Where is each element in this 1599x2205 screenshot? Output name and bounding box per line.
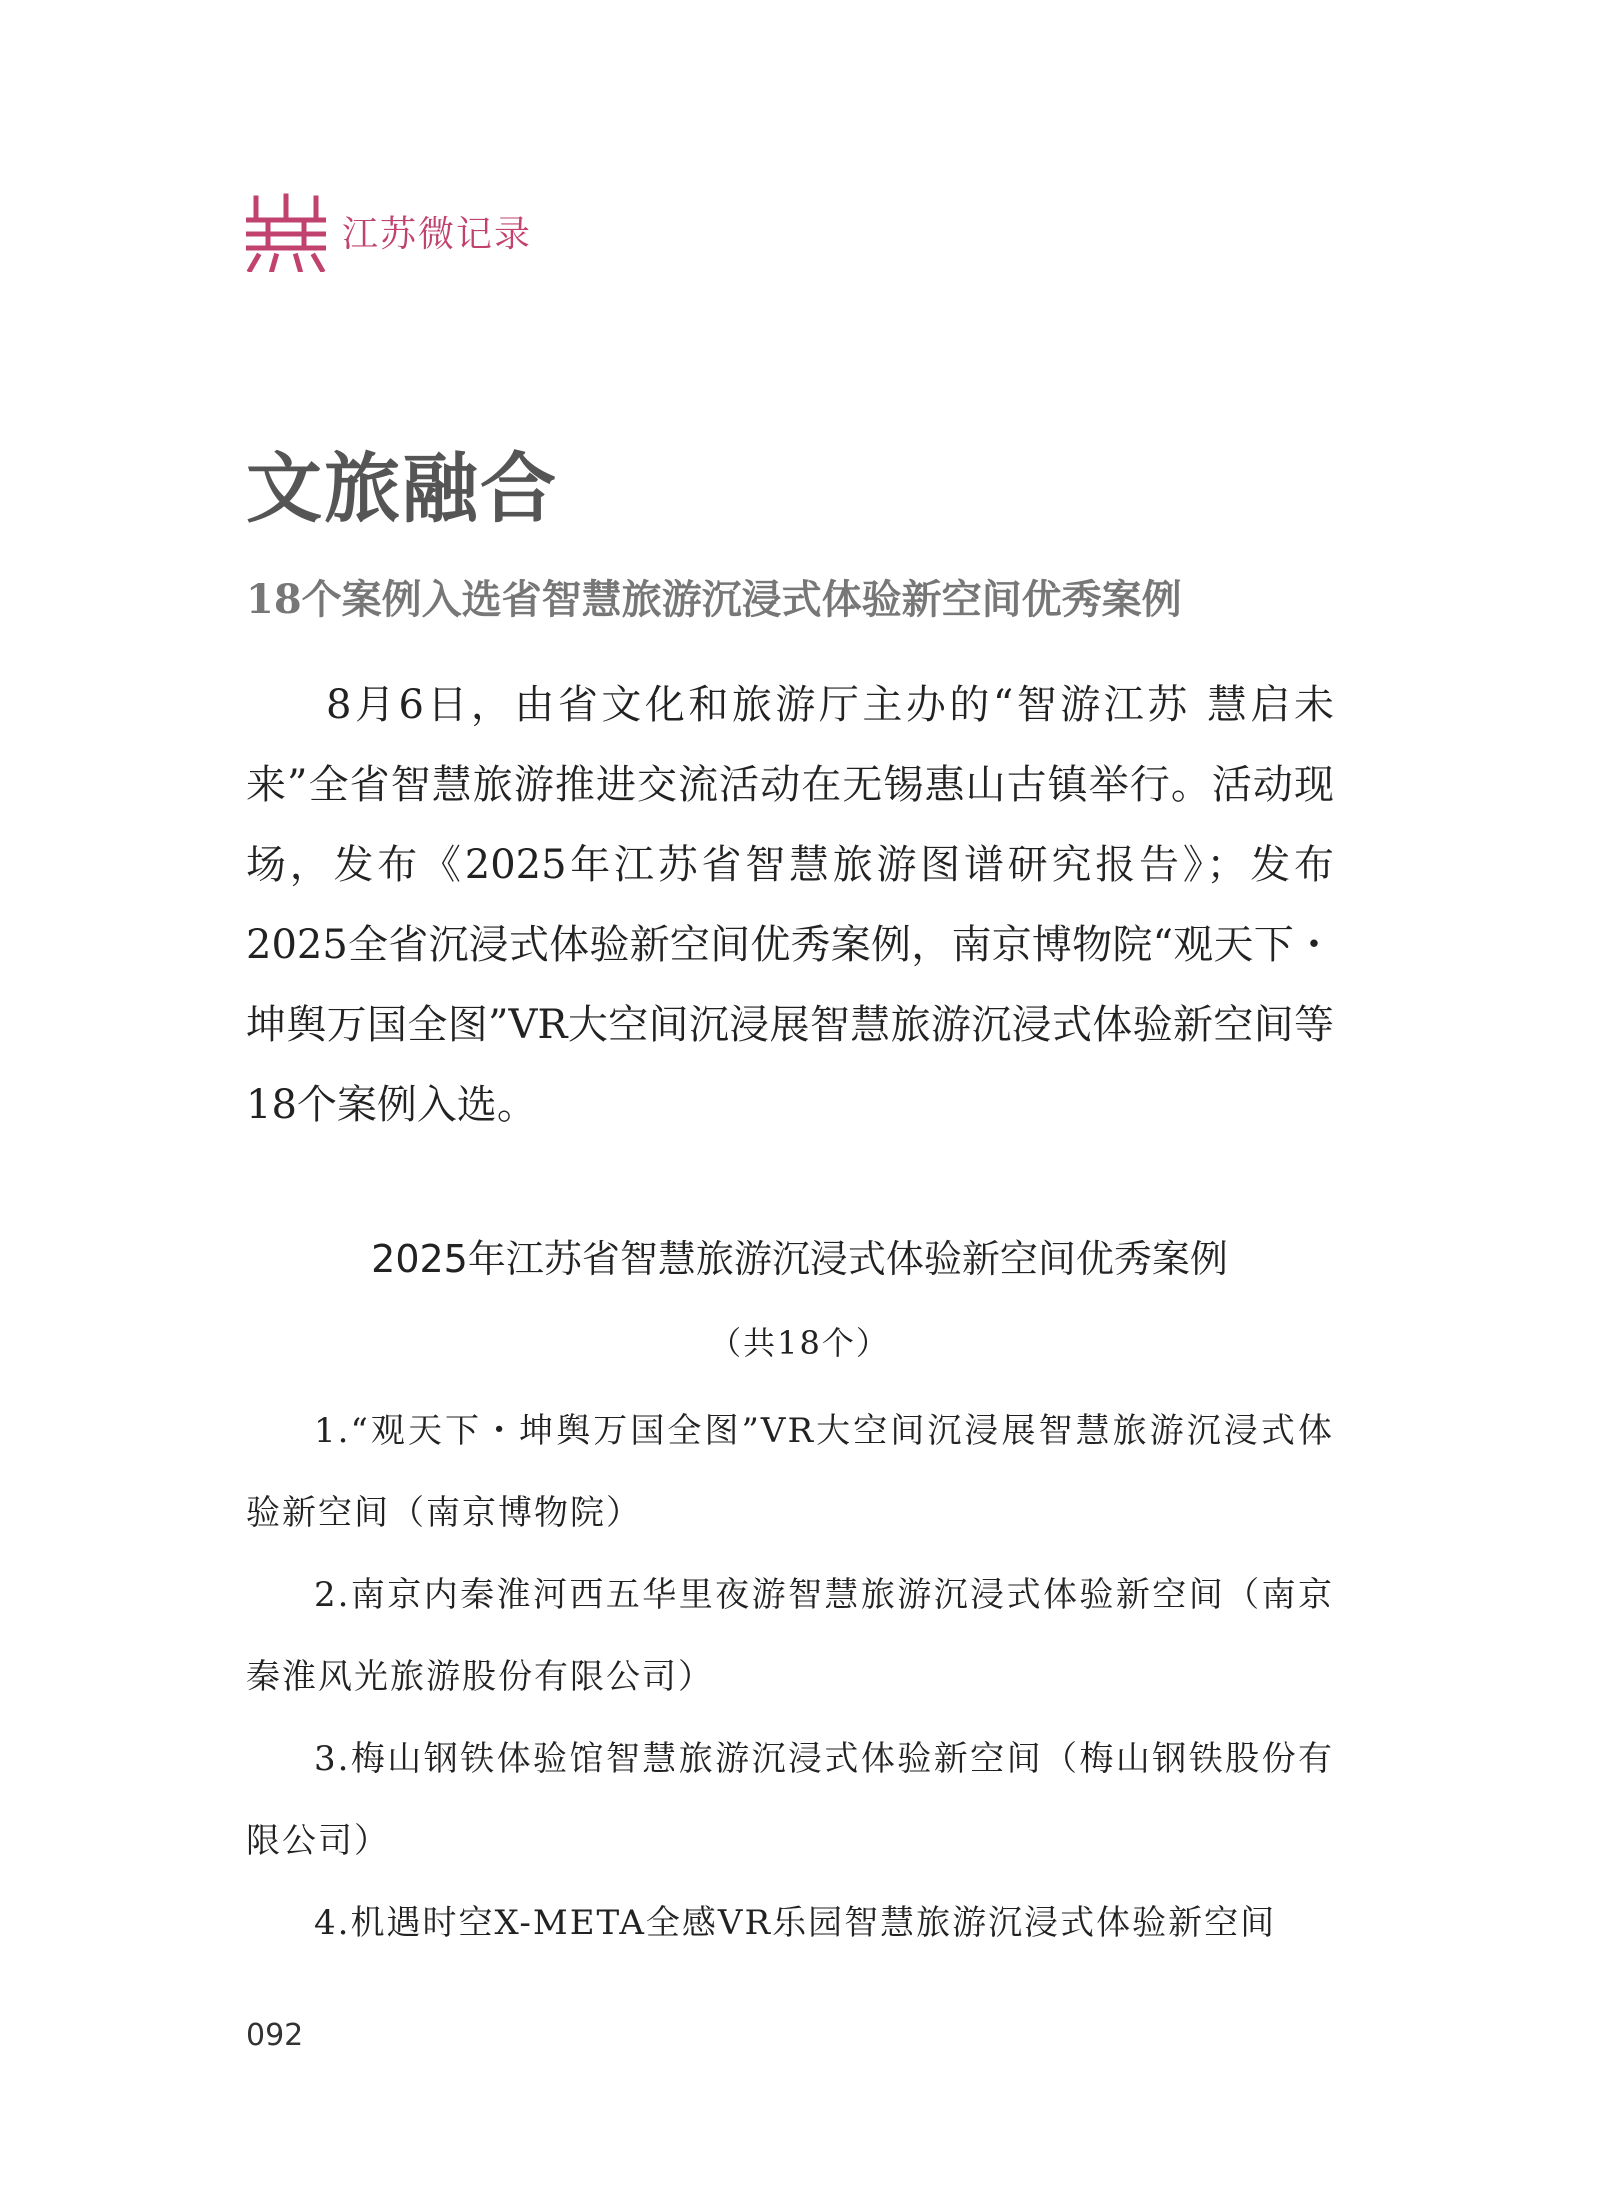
brand-title: 江苏微记录 bbox=[342, 214, 533, 255]
list-item: 4.机遇时空X-META全感VR乐园智慧旅游沉浸式体验新空间 bbox=[314, 1903, 1277, 1943]
lead-paragraph: 8月6日，由省文化和旅游厅主办的“智游江苏 慧启未来”全省智慧旅游推进交流活动在无锡惠山古镇举行。活动现场，发布《2025年江苏省智慧旅游图谱研究报告》；发布2025全省沉浸式体验新空间优秀案例，南京博物院“观天下・坤舆万国全图”VR大空间沉浸展智慧旅游沉浸式体验新空间等18个案例入选。 bbox=[246, 682, 1334, 1128]
case-list bbox=[246, 1390, 1334, 1964]
article-headline: 18个案例入选省智慧旅游沉浸式体验新空间优秀案例 bbox=[246, 576, 1182, 623]
jiangsu-decorative-logo-icon bbox=[246, 190, 326, 272]
list-item: 1.“观天下・坤舆万国全图”VR大空间沉浸展智慧旅游沉浸式体验新空间（南京博物院） bbox=[246, 1411, 1334, 1533]
page-number: 092 bbox=[246, 2018, 304, 2053]
list-item: 2.南京内秦淮河西五华里夜游智慧旅游沉浸式体验新空间（南京秦淮风光旅游股份有限公司） bbox=[246, 1575, 1334, 1697]
list-count: （共18个） bbox=[709, 1324, 890, 1362]
list-item: 3.梅山钢铁体验馆智慧旅游沉浸式体验新空间（梅山钢铁股份有限公司） bbox=[246, 1739, 1334, 1861]
list-title: 2025年江苏省智慧旅游沉浸式体验新空间优秀案例 bbox=[371, 1237, 1228, 1281]
section-title: 文旅融合 bbox=[246, 444, 558, 533]
